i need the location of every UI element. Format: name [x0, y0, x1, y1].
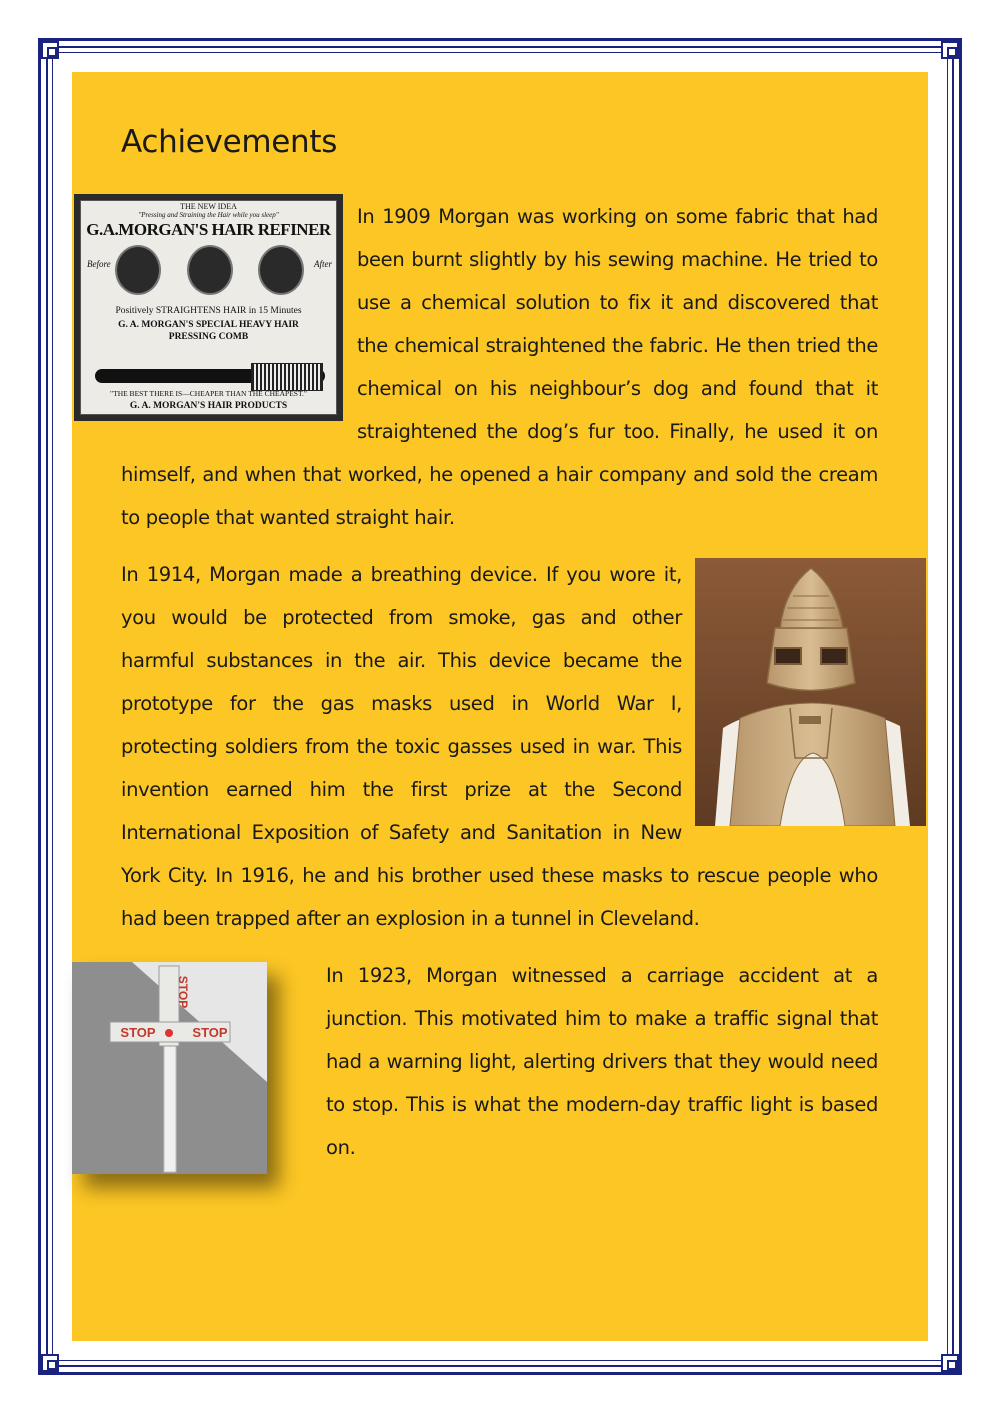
- traffic-signal-drawing: [72, 962, 267, 1174]
- paragraph-2-wrap: [121, 553, 878, 940]
- corner-ornament-top-left: [41, 41, 59, 59]
- ad-header-sub: "Pressing and Straining the Hair while you sleep": [138, 211, 279, 219]
- ad-line-1: Positively STRAIGHTENS HAIR in 15 Minutes: [115, 306, 302, 316]
- ad-after-label: After: [314, 259, 332, 269]
- image-2-float-spacer: [682, 553, 878, 853]
- ad-header-top: THE NEW IDEA: [180, 202, 237, 211]
- ad-line-5: G. A. MORGAN'S HAIR PRODUCTS: [129, 401, 288, 411]
- corner-ornament-top-right: [941, 41, 959, 59]
- stop-label-vertical: STOP: [176, 975, 190, 1009]
- stop-label-right: STOP: [192, 1025, 228, 1040]
- ad-line-2: G. A. MORGAN'S SPECIAL HEAVY HAIR: [118, 320, 299, 330]
- traffic-signal-image: [72, 962, 267, 1174]
- paragraph-3: In 1923, Morgan witnessed a carriage accident at a junction. This motivated him to make a traffic signal that had a warning light, alerting drivers that they would need to stop. This is what the modern-day traffic light is based on.: [326, 964, 878, 1159]
- image-1-float-spacer: [121, 195, 357, 453]
- page-title: Achievements: [121, 124, 338, 160]
- stop-label-left: STOP: [120, 1025, 156, 1040]
- paragraph-2: In 1914, Morgan made a breathing device. If you wore it, you would be protected from smoke, gas and other harmful substances in the air. This device became the prototype for the gas masks used in World War I, protecting soldiers from the toxic gasses used in war. This invention earned him the first prize at the Second International Exposition of Safety and Sanitation in New York City. In 1916, he and his brother used these masks to rescue people who had been trapped after an explosion in a tunnel in Cleveland.: [121, 563, 878, 930]
- corner-ornament-bottom-left: [41, 1354, 59, 1372]
- warning-light: [165, 1029, 173, 1037]
- ad-line-3: PRESSING COMB: [168, 332, 249, 342]
- paragraph-1-wrap: [121, 195, 878, 539]
- paragraph-1: In 1909 Morgan was working on some fabric that had been burnt slightly by his sewing machine. He tried to use a chemical solution to fix it and discovered that the chemical straightened the fabric. He then tried the chemical on his neighbour’s dog and found that it straightened the dog’s fur too. Finally, he used it on himself, and when that worked, he opened a hair company and sold the cream to people that wanted straight hair.: [121, 205, 878, 529]
- ad-before-label: Before: [87, 259, 111, 269]
- ad-line-4: "THE BEST THERE IS—CHEAPER THAN THE CHEAPEST.": [110, 389, 307, 398]
- corner-ornament-bottom-right: [941, 1354, 959, 1372]
- ad-brand: G.A.MORGAN'S HAIR REFINER: [86, 220, 331, 239]
